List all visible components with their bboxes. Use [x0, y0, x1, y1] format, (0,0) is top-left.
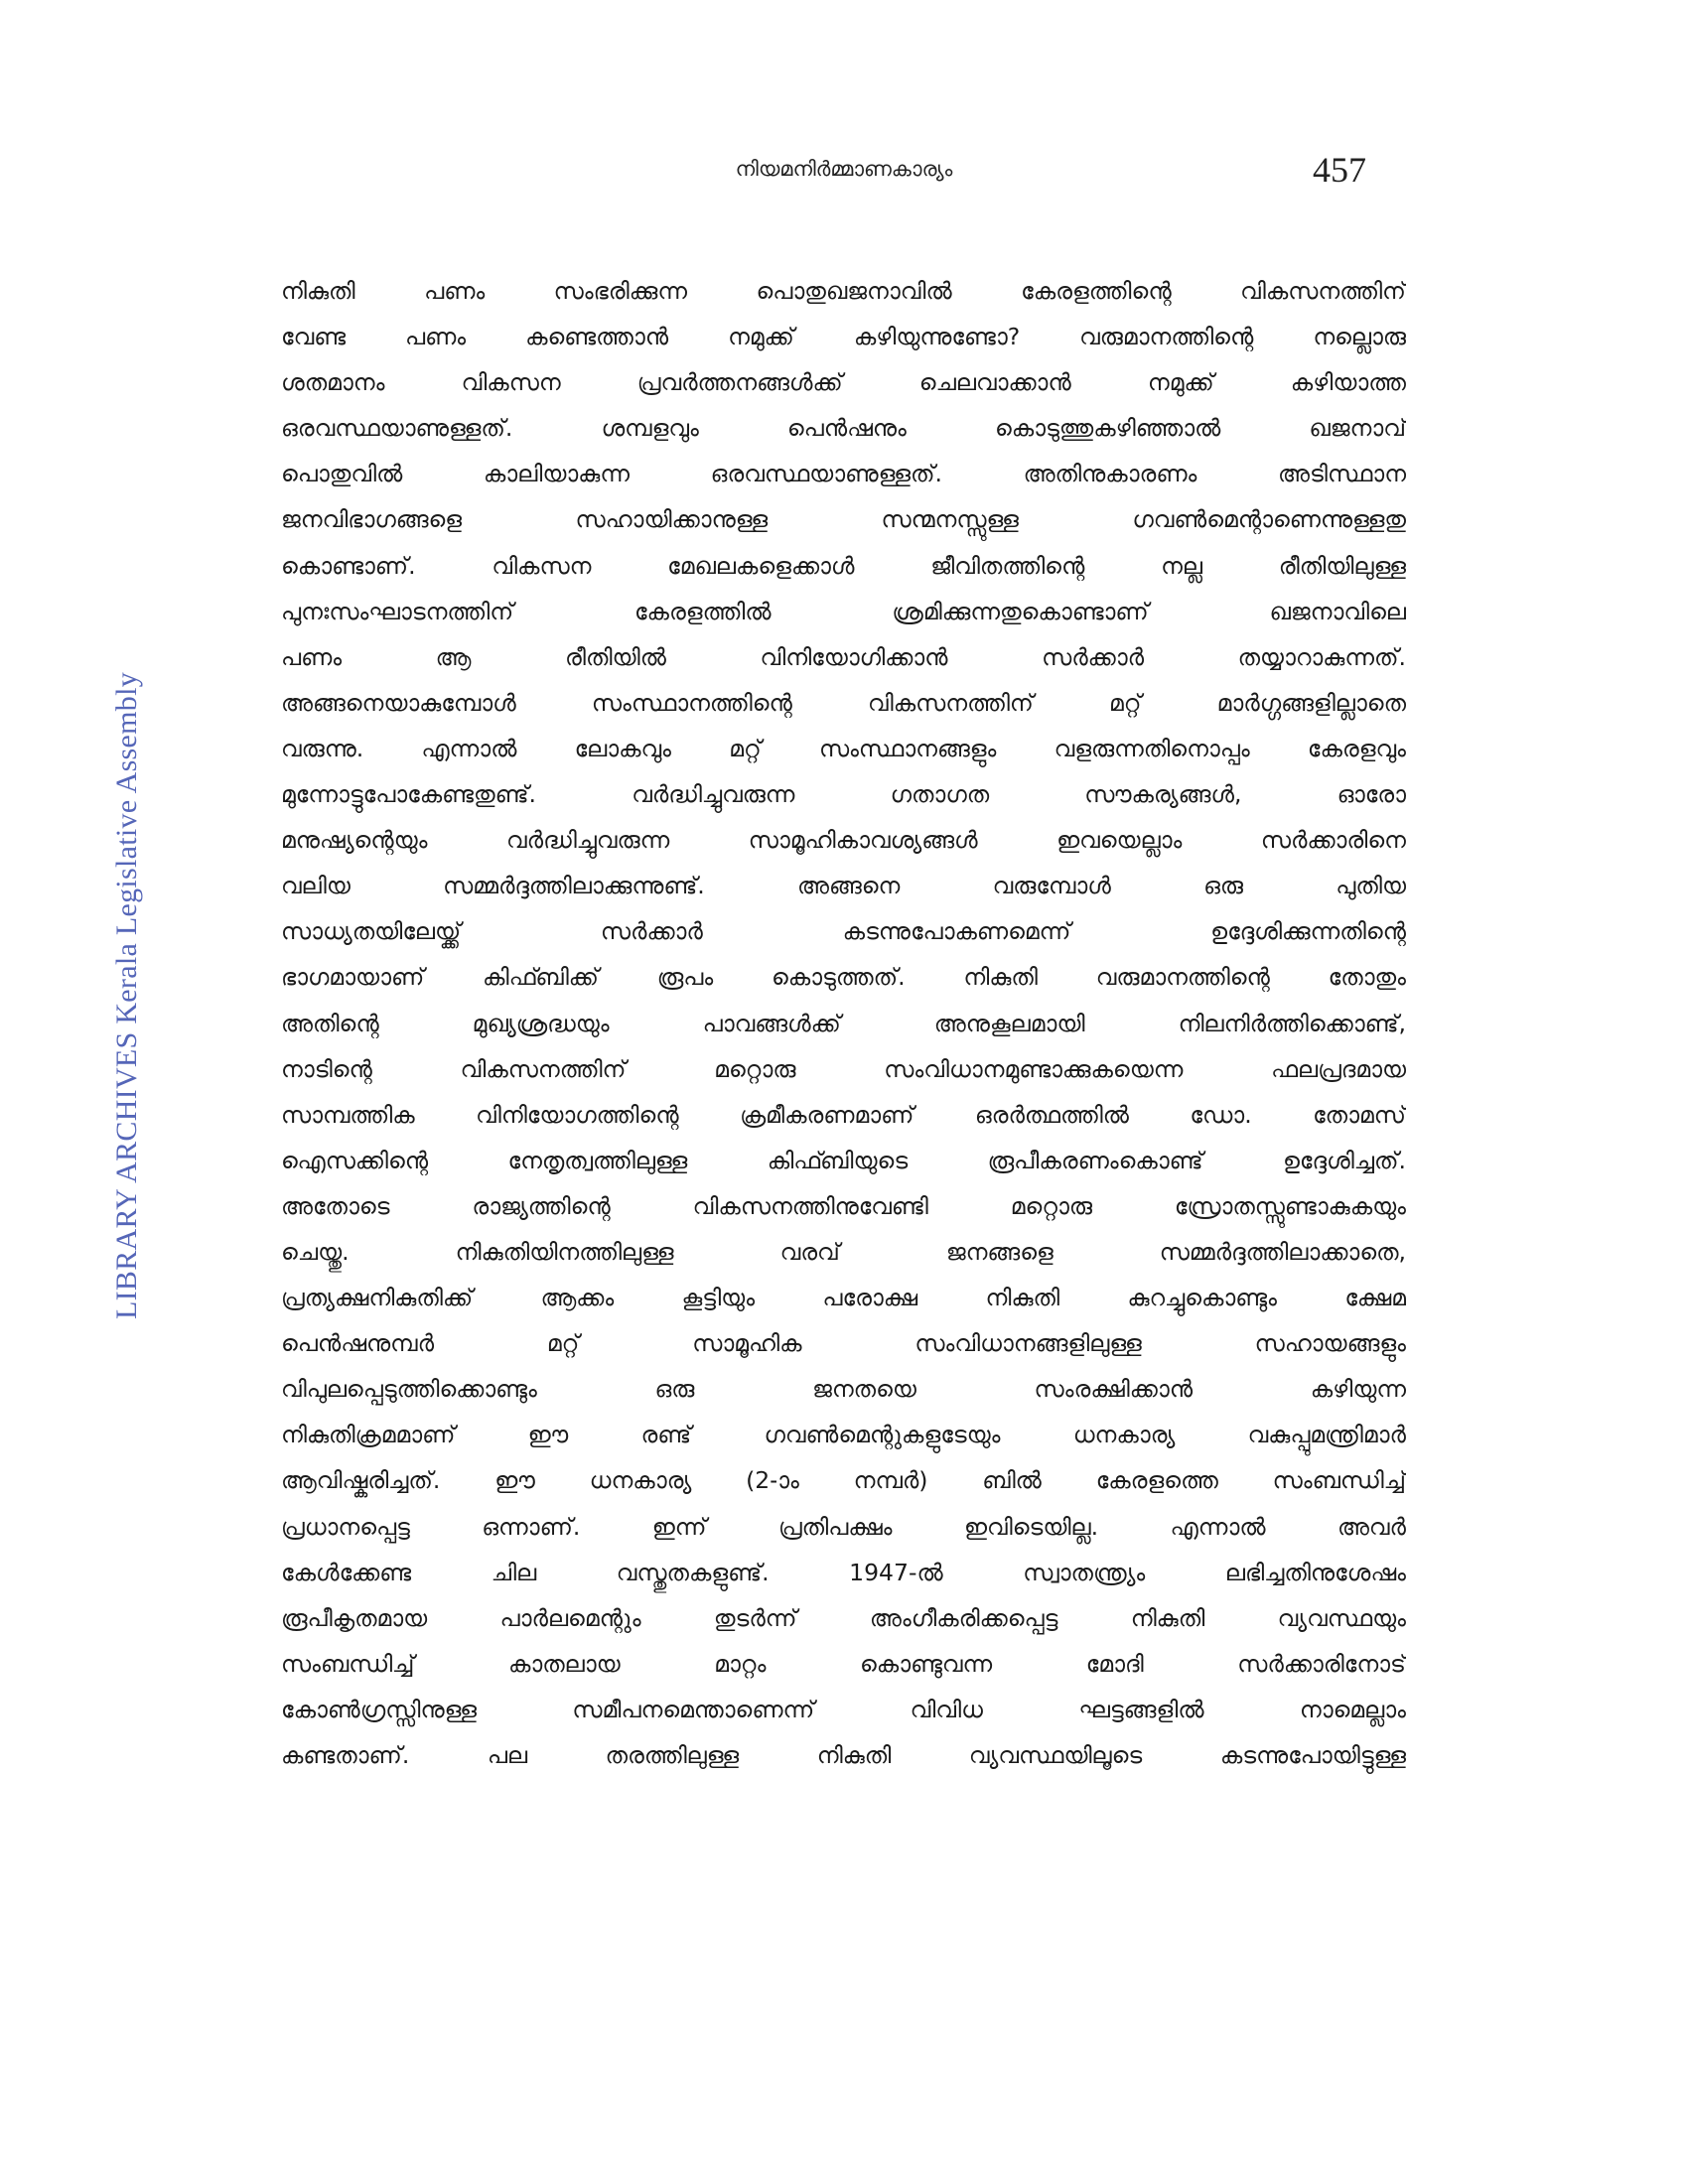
text-line: മുന്നോട്ടുപോകേണ്ടതുണ്ട്. വർദ്ധിച്ചുവരുന്ന ഗതാഗത സൗകര്യങ്ങൾ, ഓരോ — [281, 780, 1406, 809]
text-line: ഒരവസ്ഥയാണുള്ളത്. ശമ്പളവും പെൻഷനും കൊടുത്തുകഴിഞ്ഞാൽ ഖജനാവ് — [281, 414, 1406, 443]
text-line: നാടിന്റെ വികസനത്തിന് മറ്റൊരു സംവിധാനമുണ്ടാക്കുകയെന്ന ഫലപ്രദമായ — [281, 1054, 1406, 1083]
text-line: സാധ്യതയിലേയ്ക്ക് സർക്കാർ കടന്നുപോകണമെന്ന് ഉദ്ദേശിക്കുന്നതിന്റെ — [281, 917, 1406, 946]
text-line: മനുഷ്യന്റെയും വർദ്ധിച്ചുവരുന്ന സാമൂഹികാവശ്യങ്ങൾ ഇവയെല്ലാം സർക്കാരിനെ — [281, 826, 1406, 855]
text-line: വേണ്ട പണം കണ്ടെത്താൻ നമുക്ക് കഴിയുന്നുണ്ടോ? വരുമാനത്തിന്റെ നല്ലൊരു — [281, 323, 1406, 351]
text-line: ഐസക്കിന്റെ നേതൃത്വത്തിലുള്ള കിഫ്ബിയുടെ രൂപീകരണംകൊണ്ട് ഉദ്ദേശിച്ചത്. — [281, 1146, 1406, 1174]
text-line: രൂപീകൃതമായ പാർലമെന്റും തുടർന്ന് അംഗീകരിക്കപ്പെട്ട നികുതി വ്യവസ്ഥയും — [281, 1603, 1406, 1632]
running-title: നിയമനിർമ്മാണകാര്യം — [735, 157, 953, 181]
text-line: വലിയ സമ്മർദ്ദത്തിലാക്കുന്നുണ്ട്. അങ്ങനെ വരുമ്പോൾ ഒരു പുതിയ — [281, 872, 1406, 900]
text-line: അതോടെ രാജ്യത്തിന്റെ വികസനത്തിനുവേണ്ടി മറ്റൊരു സ്രോതസ്സുണ്ടാകുകയും — [281, 1191, 1406, 1220]
body-paragraph — [281, 268, 1406, 1778]
text-line: ജനവിഭാഗങ്ങളെ സഹായിക്കാനുള്ള സന്മനസ്സുള്ള ഗവൺമെന്റാണെന്നുള്ളതു — [281, 505, 1406, 534]
text-line: പണം ആ രീതിയിൽ വിനിയോഗിക്കാൻ സർക്കാർ തയ്യാറാകുന്നത്. — [281, 642, 1406, 671]
text-line: പുനഃസംഘാടനത്തിന് കേരളത്തിൽ ശ്രമിക്കുന്നതുകൊണ്ടാണ് ഖജനാവിലെ — [281, 597, 1406, 625]
text-line: ശതമാനം വികസന പ്രവർത്തനങ്ങൾക്ക് ചെലവാക്കാൻ നമുക്ക് കഴിയാത്ത — [281, 368, 1406, 397]
text-line: അങ്ങനെയാകുമ്പോൾ സംസ്ഥാനത്തിന്റെ വികസനത്തിന് മറ്റ് മാർഗ്ഗങ്ങളില്ലാതെ — [281, 688, 1406, 717]
text-line: ആവിഷ്കരിച്ചത്. ഈ ധനകാര്യ (2-ാം നമ്പർ) ബിൽ കേരളത്തെ സംബന്ധിച്ച് — [281, 1466, 1406, 1495]
text-line: പെൻഷനുമ്പർ മറ്റ് സാമൂഹിക സംവിധാനങ്ങളിലുള്ള സഹായങ്ങളും — [281, 1329, 1406, 1358]
text-line: കൊണ്ടാണ്. വികസന മേഖലകളെക്കാൾ ജീവിതത്തിന്റെ നല്ല രീതിയിലുള്ള — [281, 551, 1406, 580]
watermark-text: LIBRARY ARCHIVES Kerala Legislative Assembly — [110, 671, 143, 1320]
text-line: നികുതി പണം സംഭരിക്കുന്ന പൊതുഖജനാവിൽ കേരളത്തിന്റെ വികസനത്തിന് — [281, 277, 1406, 305]
text-line: കോൺഗ്രസ്സിനുള്ള സമീപനമെന്താണെന്ന് വിവിധ ഘട്ടങ്ങളിൽ നാമെല്ലാം — [281, 1695, 1406, 1723]
text-line: കണ്ടതാണ്. പല തരത്തിലുള്ള നികുതി വ്യവസ്ഥയിലൂടെ കടന്നുപോയിട്ടുള്ള — [281, 1741, 1406, 1769]
text-line: കേൾക്കേണ്ട ചില വസ്തുതകളുണ്ട്. 1947-ൽ സ്വാതന്ത്ര്യം ലഭിച്ചതിനുശേഷം — [281, 1558, 1406, 1586]
text-line: പൊതുവിൽ കാലിയാകുന്ന ഒരവസ്ഥയാണുള്ളത്. അതിനുകാരണം അടിസ്ഥാന — [281, 460, 1406, 488]
page-number: 457 — [1313, 150, 1366, 190]
text-line: വരുന്നു. എന്നാൽ ലോകവും മറ്റ് സംസ്ഥാനങ്ങളും വളരുന്നതിനൊപ്പം കേരളവും — [281, 734, 1406, 762]
text-line: പ്രത്യക്ഷനികുതിക്ക് ആക്കം കൂട്ടിയും പരോക്ഷ നികുതി കുറച്ചുകൊണ്ടും ക്ഷേമ — [281, 1284, 1406, 1312]
text-line: ചെയ്തു. നികുതിയിനത്തിലുള്ള വരവ് ജനങ്ങളെ സമ്മർദ്ദത്തിലാക്കാതെ, — [281, 1237, 1406, 1266]
text-line: പ്രധാനപ്പെട്ട ഒന്നാണ്. ഇന്ന് പ്രതിപക്ഷം ഇവിടെയില്ല. എന്നാൽ അവർ — [281, 1512, 1406, 1541]
text-line: ഭാഗമായാണ് കിഫ്ബിക്ക് രൂപം കൊടുത്തത്. നികുതി വരുമാനത്തിന്റെ തോതും — [281, 963, 1406, 992]
text-line: സംബന്ധിച്ച് കാതലായ മാറ്റം കൊണ്ടുവന്ന മോദി സർക്കാരിനോട് — [281, 1649, 1406, 1678]
text-line: വിപുലപ്പെടുത്തിക്കൊണ്ടും ഒരു ജനതയെ സംരക്ഷിക്കാൻ കഴിയുന്ന — [281, 1375, 1406, 1404]
text-line: അതിന്റെ മുഖ്യശ്രദ്ധയും പാവങ്ങൾക്ക് അനുകൂലമായി നിലനിർത്തിക്കൊണ്ട്, — [281, 1009, 1406, 1037]
text-line: സാമ്പത്തിക വിനിയോഗത്തിന്റെ ക്രമീകരണമാണ് ഒരർത്ഥത്തിൽ ഡോ. തോമസ് — [281, 1100, 1406, 1129]
text-line: നികുതിക്രമമാണ് ഈ രണ്ട് ഗവൺമെന്റുകളുടേയും ധനകാര്യ വകുപ്പുമന്ത്രിമാർ — [281, 1421, 1406, 1449]
